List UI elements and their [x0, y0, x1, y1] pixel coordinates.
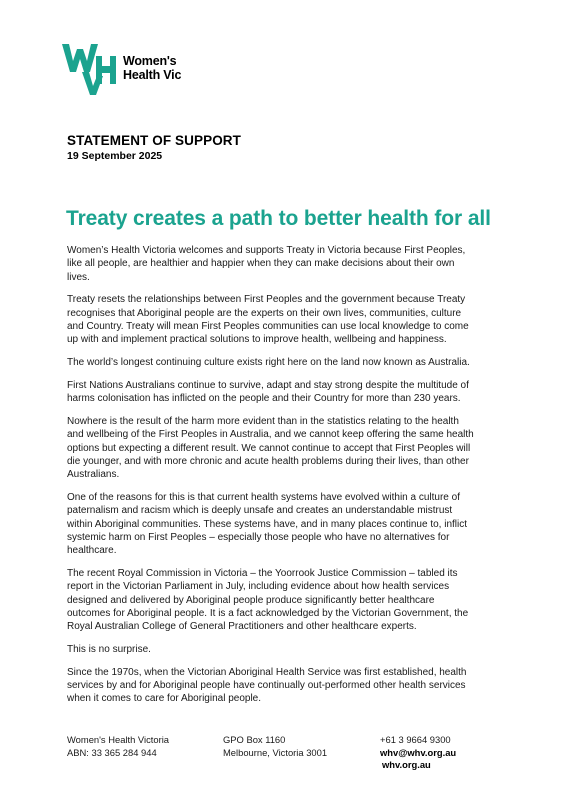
brand-name: [123, 54, 181, 82]
body-line: within Aboriginal communities. These systems have, and in many places continue to, inflict: [67, 518, 468, 530]
body-line: Women’s Health Victoria welcomes and supports Treaty in Victoria because First Peoples,: [67, 245, 466, 256]
body-line: The world’s longest continuing culture exists right here on the land now known as Australia.: [67, 357, 470, 369]
brand-name-line2: Health Vic: [123, 68, 182, 82]
body-line: This is no surprise.: [67, 643, 151, 655]
body-line: harms colonisation has inflicted on the people and their Country for more than 230 years.: [67, 393, 461, 405]
statement-title: STATEMENT OF SUPPORT: [67, 133, 241, 148]
body-line: outcomes for Aboriginal people. It is a fact acknowledged by the Victorian Government, the: [67, 607, 469, 619]
footer-org-name: Women's Health Victoria: [67, 734, 170, 745]
body-line: Royal Australian College of General Practitioners and other healthcare experts.: [67, 621, 417, 633]
body-line: up with and implement practical solutions to improve health, wellbeing and happiness.: [67, 334, 447, 346]
brand-name-line1: Women's: [123, 54, 177, 68]
body-paragraph: [67, 293, 507, 346]
footer-website-link[interactable]: whv.org.au: [382, 759, 431, 770]
body-line: healthcare.: [67, 545, 117, 557]
body-line: services by and for Aboriginal people have continually out-performed other health services: [67, 680, 466, 692]
body-paragraph: [67, 356, 507, 369]
body-line: systemic harm on First Peoples – especially those people who have no alternatives for: [67, 531, 450, 543]
footer-address: [223, 734, 327, 759]
body-line: The recent Royal Commission in Victoria – the Yoorrook Justice Commission – tabled its: [67, 567, 458, 579]
body-line: and wellbeing of the First Peoples in Australia, and we cannot keep offering the same health: [67, 429, 474, 441]
footer-city: Melbourne, Victoria 3001: [223, 746, 328, 758]
body-line: Treaty resets the relationships between First Peoples and the government because Treaty: [67, 294, 466, 306]
body-line: Australians.: [67, 469, 120, 481]
statement-date: 19 September 2025: [67, 150, 163, 162]
body-line: like all people, are healthier and happier when they can make decisions about their own: [67, 258, 455, 270]
body-line: First Nations Australians continue to survive, adapt and stay strong despite the multitude of: [67, 379, 469, 391]
body-line: report in the Victorian Parliament in July, including evidence about how health services: [67, 581, 450, 593]
body-paragraph: [67, 415, 507, 481]
body-line: recognises that Aboriginal people are the experts on their own lives, communities, culture: [67, 307, 462, 319]
body-line: die younger, and with more chronic and acute health problems during their lives, than other: [67, 455, 469, 467]
body-paragraph: [67, 567, 507, 633]
body-paragraph: [67, 379, 507, 406]
body-line: One of the reasons for this is that current health systems have evolved within a culture of: [67, 491, 460, 503]
body-line: lives.: [67, 271, 90, 283]
body-line: and Country. Treaty will mean First Peoples communities can use local knowledge to come: [67, 320, 469, 332]
whv-logo-mark-icon: [62, 44, 120, 96]
page-title: Treaty creates a path to better health for all: [66, 207, 491, 230]
body-line: Since the 1970s, when the Victorian Aboriginal Health Service was first established, health: [67, 666, 467, 678]
footer-abn: ABN: 33 365 284 944: [67, 746, 157, 758]
body-line: designed and delivered by Aboriginal people produce significantly better healthcare: [67, 594, 435, 606]
statement-header: [67, 133, 241, 163]
footer-phone: +61 3 9664 9300: [380, 734, 451, 745]
body-paragraph: [67, 491, 507, 557]
footer-contact: [380, 734, 456, 772]
footer-email-link[interactable]: whv@whv.org.au: [380, 746, 457, 758]
body-text: [67, 244, 507, 715]
body-paragraph: [67, 244, 507, 284]
body-line: paternalism and racism which is deeply unsafe and creates an understandable mistrust: [67, 505, 453, 517]
whv-logo: [62, 44, 222, 96]
body-line: when it comes to care for Aboriginal people.: [67, 693, 261, 705]
body-line: options but expecting a different result. We cannot continue to accept that First Peoples will: [67, 442, 471, 454]
body-line: Nowhere is the result of the harm more evident than in the statistics relating to the health: [67, 415, 459, 427]
footer-organisation: [67, 734, 169, 759]
body-paragraph: [67, 643, 507, 656]
body-paragraph: [67, 666, 507, 706]
footer-po-box: GPO Box 1160: [223, 734, 286, 745]
